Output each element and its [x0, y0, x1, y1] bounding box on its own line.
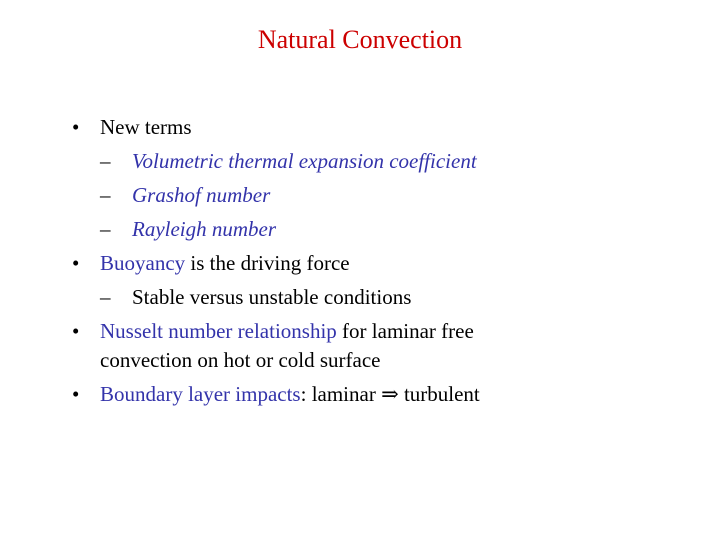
sub-item-text: Rayleigh number: [132, 217, 277, 241]
sub-item-volumetric: [72, 147, 672, 176]
sub-item-text: Grashof number: [132, 183, 271, 207]
sub-item-grashof: [72, 181, 672, 210]
bullet-text-continued: convection on hot or cold surface: [100, 348, 381, 372]
bullet-text: : laminar: [300, 382, 382, 406]
dash-icon: –: [100, 149, 111, 173]
bullet-highlight: Boundary layer impacts: [100, 382, 301, 406]
bullet-icon: •: [72, 251, 80, 275]
implies-arrow-icon: ⇒: [381, 382, 399, 406]
bullet-text: for laminar free: [336, 319, 474, 343]
bullet-item-nusselt: [72, 317, 672, 375]
bullet-item-buoyancy: [72, 249, 672, 278]
sub-item-text: Volumetric thermal expansion coefficient: [132, 149, 477, 173]
bullet-text: is the driving force: [185, 251, 350, 275]
dash-icon: –: [100, 183, 111, 207]
dash-icon: –: [100, 217, 111, 241]
bullet-icon: •: [72, 115, 80, 139]
sub-item-stability: [72, 283, 672, 312]
bullet-item-new-terms: [72, 113, 672, 142]
bullet-text-end: turbulent: [398, 382, 480, 406]
bullet-text: New terms: [100, 115, 192, 139]
dash-icon: –: [100, 285, 111, 309]
bullet-highlight: Nusselt number relationship: [100, 319, 337, 343]
bullet-icon: •: [72, 382, 80, 406]
bullet-list: [72, 113, 672, 409]
sub-item-text: Stable versus unstable conditions: [132, 285, 412, 309]
slide-title: Natural Convection: [257, 25, 463, 54]
bullet-icon: •: [72, 319, 80, 343]
bullet-item-boundary-layer: [72, 380, 672, 409]
sub-item-rayleigh: [72, 215, 672, 244]
bullet-highlight: Buoyancy: [100, 251, 186, 275]
